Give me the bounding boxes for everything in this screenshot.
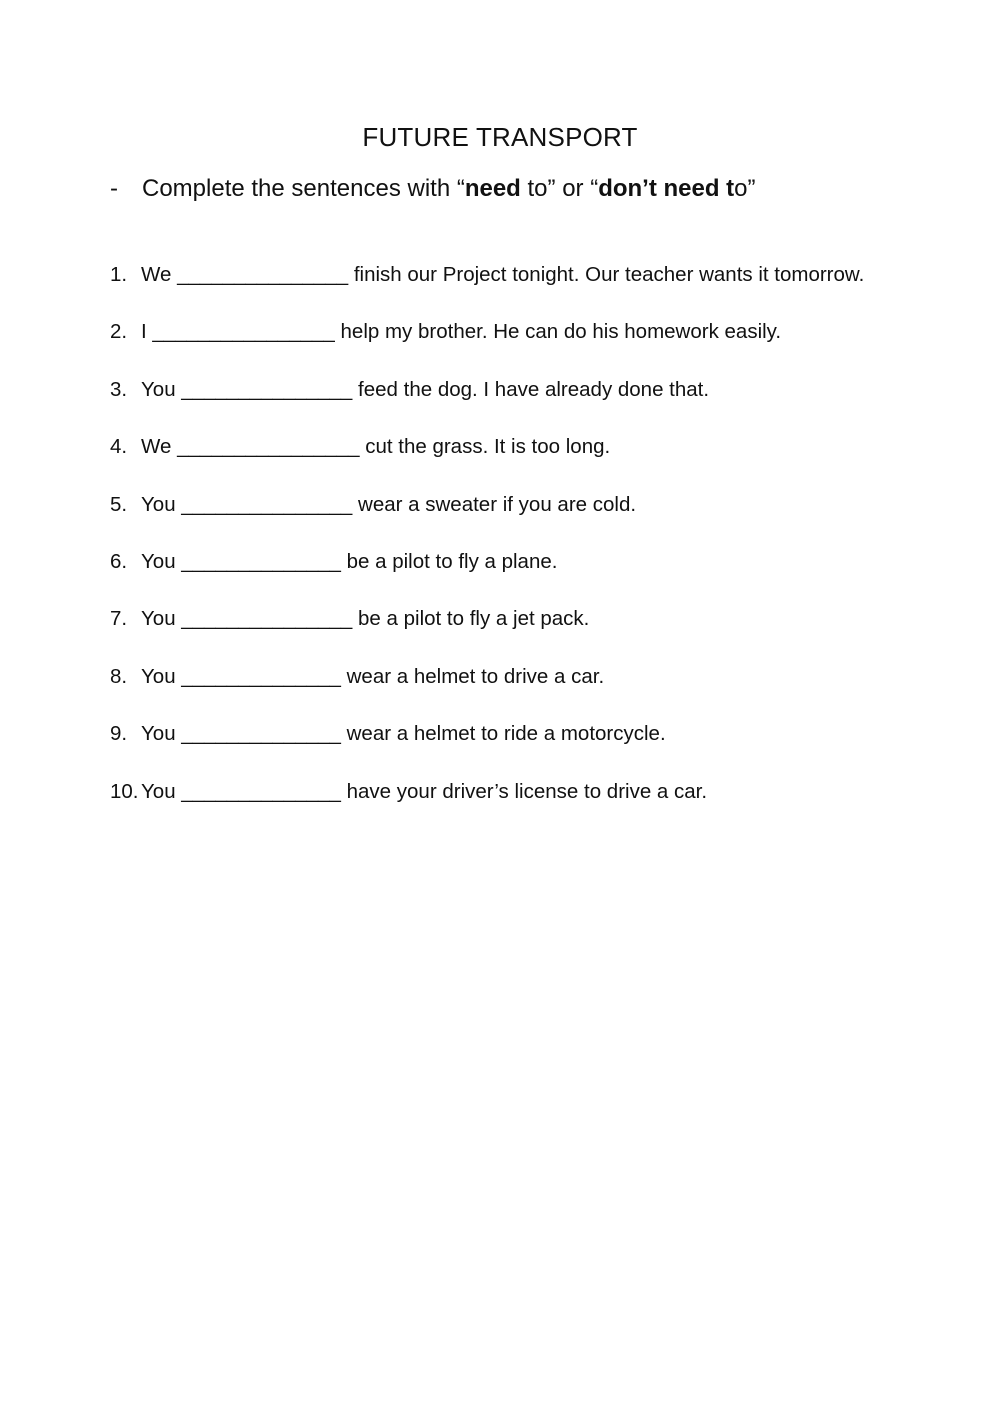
item-subject: You [141,607,176,631]
exercise-item-2 [110,315,970,372]
item-rest: have your driver’s license to drive a car. [346,779,708,803]
instruction-text-2: to” or “ [520,175,599,202]
item-subject: I [141,320,147,344]
answer-blank[interactable]: ________________ [177,435,360,459]
instruction [110,172,756,206]
item-rest: feed the dog. I have already done that. [358,377,710,401]
instruction-text-3: o” [734,175,756,202]
answer-blank[interactable]: _______________ [181,492,353,516]
answer-blank[interactable]: ________________ [152,320,335,344]
item-subject: You [141,779,176,803]
item-rest: wear a sweater if you are cold. [358,492,637,516]
item-rest: finish our Project tonight. Our teacher wants it tomorrow. [353,263,865,286]
item-rest: help my brother. He can do his homework easily. [340,320,782,344]
item-number: 1. [110,263,128,286]
exercise-list [110,258,970,832]
item-subject: You [141,492,176,516]
item-number: 6. [110,549,128,573]
answer-blank[interactable]: ______________ [181,664,341,688]
exercise-item-6 [110,545,970,602]
item-number: 8. [110,664,128,688]
item-number: 2. [110,320,128,344]
exercise-item-7 [110,602,970,659]
exercise-item-1 [110,258,970,315]
exercise-item-3 [110,373,970,430]
exercise-item-9 [110,717,970,774]
instruction-text-1: Complete the sentences with “ [142,175,465,202]
page-title: FUTURE TRANSPORT [362,122,638,152]
item-rest: be a pilot to fly a jet pack. [358,607,590,631]
item-rest: be a pilot to fly a plane. [346,549,558,573]
exercise-item-10 [110,775,970,832]
exercise-item-8 [110,660,970,717]
instruction-bold-dont-need: don’t need t [598,175,735,202]
item-rest: wear a helmet to ride a motorcycle. [346,722,666,746]
answer-blank[interactable]: ______________ [181,779,341,803]
item-subject: You [141,549,176,573]
instruction-dash: - [110,175,118,202]
item-number: 7. [110,607,128,631]
instruction-bold-need: need [464,175,521,202]
answer-blank[interactable]: ______________ [181,549,341,573]
item-rest: cut the grass. It is too long. [365,435,611,459]
answer-blank[interactable]: _______________ [181,377,353,401]
answer-blank[interactable]: _______________ [177,263,349,286]
exercise-item-5 [110,488,970,545]
item-number: 9. [110,722,128,746]
item-subject: We [141,435,172,459]
answer-blank[interactable]: ______________ [181,722,341,746]
item-number: 3. [110,377,128,401]
item-number: 4. [110,435,128,459]
item-rest: wear a helmet to drive a car. [346,664,605,688]
item-subject: You [141,722,176,746]
item-number: 10. [110,779,139,803]
item-subject: We [141,263,172,286]
item-subject: You [141,377,176,401]
exercise-item-4 [110,430,970,487]
item-number: 5. [110,492,128,516]
answer-blank[interactable]: _______________ [181,607,353,631]
item-subject: You [141,664,176,688]
